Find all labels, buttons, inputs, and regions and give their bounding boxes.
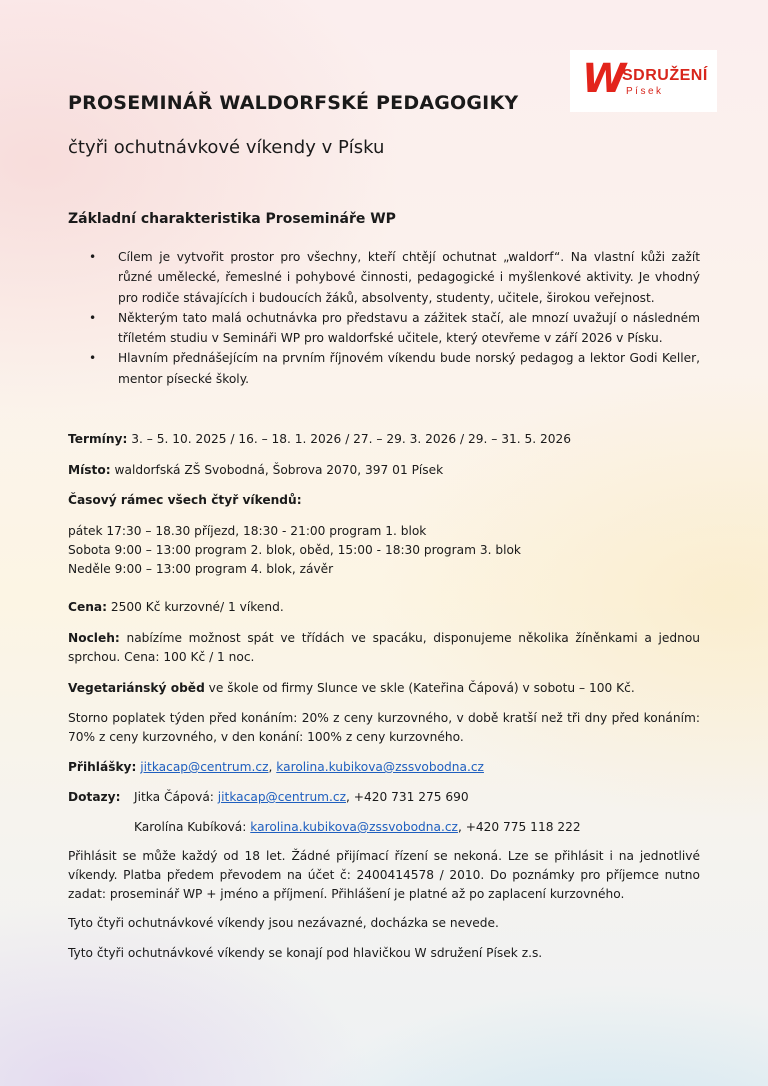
registration-note: Přihlásit se může každý od 18 let. Žádné přijímací řízení se nekoná. Lze se přihlásit i na jednotlivé víkendy. Platba předem převodem na účet č: 2400414578 / 2010. Do poznámky pro příjemce nutno zadat: proseminář WP + jméno a příjmení. Přihlášení je platné až po zaplacení kurzovného. [68, 849, 700, 901]
lodging-paragraph [68, 629, 700, 667]
terms-line [68, 430, 700, 449]
attendance-note: Tyto čtyři ochutnávkové víkendy jsou nezávazné, docházka se nevede. [68, 916, 499, 930]
contact-row [68, 818, 700, 837]
list-item: • Cílem je vytvořit prostor pro všechny, kteří chtějí ochutnat „waldorf“. Na vlastní kůži zažít různé umělecké, řemeslné i pohybové činnosti, pedagogické i myšlenkové aktivity. Je vhodný pro rodiče stávajících i budoucích žáků, absolventy, studenty, učitele, širokou veřejnost. [68, 247, 700, 308]
registration-line: Přihlášky: jitkacap@centrum.cz, karolina.kubikova@zssvobodna.cz [68, 760, 484, 774]
lodging-label: Nocleh: [68, 631, 120, 645]
registration-email-link-2[interactable]: karolina.kubikova@zssvobodna.cz [276, 760, 484, 774]
w-sdruzeni-logo [570, 50, 717, 112]
schedule-friday: pátek 17:30 – 18.30 příjezd, 18:30 - 21:00 program 1. blok [68, 524, 427, 538]
logo-mark: W [582, 56, 627, 102]
contact-email-link[interactable]: karolina.kubikova@zssvobodna.cz [250, 820, 458, 834]
schedule-saturday: Sobota 9:00 – 13:00 program 2. blok, oběd, 15:00 - 18:30 program 3. blok [68, 543, 521, 557]
place-line [68, 461, 700, 480]
place-label: Místo: [68, 463, 111, 477]
schedule-heading: Časový rámec všech čtyř víkendů: [68, 493, 302, 507]
organizer-note: Tyto čtyři ochutnávkové víkendy se konají pod hlavičkou W sdružení Písek z.s. [68, 946, 543, 960]
contact-name: Karolína Kubíková: [134, 820, 251, 834]
registration-label: Přihlášky: [68, 760, 137, 774]
lunch-line [68, 679, 700, 698]
bullet-icon: • [89, 351, 97, 366]
contact-phone: , +420 775 118 222 [457, 820, 581, 834]
bullet-icon: • [89, 310, 97, 325]
contact-row [68, 788, 700, 807]
list-item: • Hlavním přednášejícím na prvním říjnovém víkendu bude norský pedagog a lektor Godi Keller, mentor písecké školy. [68, 348, 700, 389]
terms-value: 3. – 5. 10. 2025 / 16. – 18. 1. 2026 / 27. – 29. 3. 2026 / 29. – 31. 5. 2026 [127, 432, 572, 446]
section-heading: Základní charakteristika Prosemináře WP [68, 211, 396, 227]
terms-label: Termíny: [68, 432, 128, 446]
price-value: 2500 Kč kurzovné/ 1 víkend. [107, 600, 284, 614]
contact-email-link[interactable]: jitkacap@centrum.cz [217, 790, 347, 804]
schedule-sunday: Neděle 9:00 – 13:00 program 4. blok, závěr [68, 562, 334, 576]
page-subtitle: čtyři ochutnávkové víkendy v Písku [68, 137, 385, 158]
questions-label: Dotazy: [68, 790, 121, 804]
list-item: • Některým tato malá ochutnávka pro představu a zážitek stačí, ale mnozí uvažují o následném tříletém studiu v Semináři WP pro waldorfské učitele, který otevřeme v září 2026 v Písku. [68, 308, 700, 349]
logo-place: Písek [626, 86, 664, 97]
lunch-value: ve škole od firmy Slunce ve skle (Kateřina Čápová) v sobotu – 100 Kč. [204, 681, 635, 695]
characteristics-list [68, 247, 700, 389]
bullet-icon: • [89, 250, 97, 264]
price-line [68, 598, 700, 617]
price-label: Cena: [68, 600, 107, 614]
lunch-label: Vegetariánský oběd [68, 681, 205, 695]
contact-name: Jitka Čápová: [134, 790, 218, 804]
questions-block [68, 788, 700, 837]
page-title: PROSEMINÁŘ WALDORFSKÉ PEDAGOGIKY [68, 92, 519, 114]
storno-paragraph: Storno poplatek týden před konáním: 20% z ceny kurzovného, v době kratší než tři dny před konáním: 70% z ceny kurzovného, v den konání: 100% z ceny kurzovného. [68, 711, 700, 744]
registration-email-link-1[interactable]: jitkacap@centrum.cz [140, 760, 269, 774]
lodging-value: nabízíme možnost spát ve třídách ve spacáku, disponujeme několika žíněnkami a jednou sprchou. Cena: 100 Kč / 1 noc. [68, 631, 700, 664]
schedule-lines [68, 522, 700, 579]
contact-phone: , +420 731 275 690 [346, 790, 469, 804]
place-value: waldorfská ZŠ Svobodná, Šobrova 2070, 397 01 Písek [110, 463, 444, 477]
logo-name: SDRUŽENÍ [622, 67, 708, 84]
